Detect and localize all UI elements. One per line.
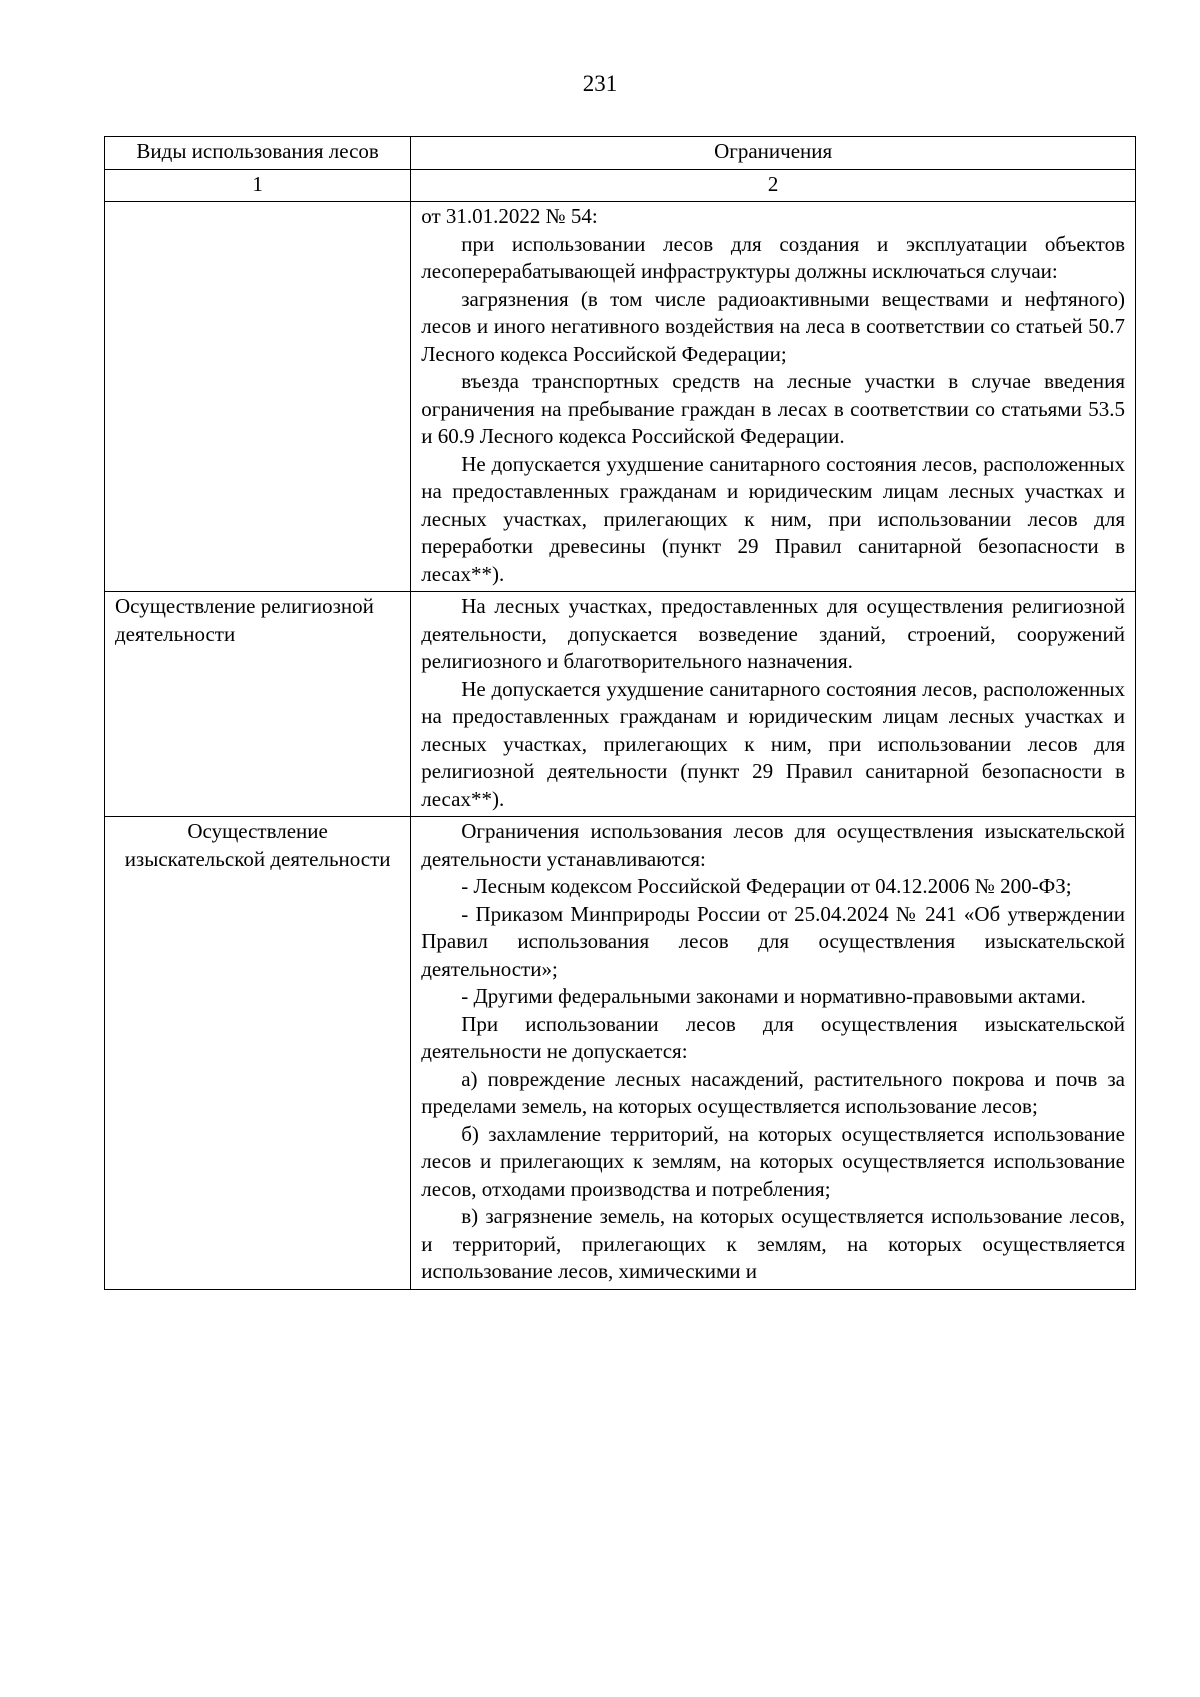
row-restrictions-cell <box>411 817 1136 1290</box>
restriction-paragraph: при использовании лесов для создания и эксплуатации объектов лесоперерабатывающей инфраструктуры должны исключаться случаи: <box>421 231 1125 283</box>
table-row <box>105 202 1136 592</box>
restriction-paragraph: загрязнения (в том числе радиоактивными веществами и нефтяного) лесов и иного негативного воздействия на леса в соответствии со статьей 50.7 Лесного кодекса Российской Федерации; <box>421 286 1125 366</box>
restriction-paragraph: въезда транспортных средств на лесные участки в случае введения ограничения на пребывание граждан в лесах в соответствии со статьями 53.5 и 60.9 Лесного кодекса Российской Федерации. <box>421 369 1125 448</box>
restrictions-table <box>104 136 1136 1290</box>
restriction-paragraph: Не допускается ухудшение санитарного состояния лесов, расположенных на предоставленных гражданам и юридическим лицам лесных участках и лесных участках, прилегающих к ним, при использовании лесов для переработки древесины (пункт 29 Правил санитарной безопасности в лесах**). <box>421 451 1125 586</box>
page-number: 231 <box>582 71 618 96</box>
row-restrictions-cell <box>411 592 1136 817</box>
restriction-paragraph: б) захламление территорий, на которых осуществляется использование лесов и прилегающих к землям, на которых осуществляется использование лесов, отходами производства и потребления; <box>421 1121 1125 1201</box>
column-number-1: 1 <box>105 169 411 202</box>
restriction-paragraph: - Другими федеральными законами и нормативно-правовыми актами. <box>461 984 1086 1008</box>
restriction-paragraph: - Лесным кодексом Российской Федерации от 04.12.2006 № 200-ФЗ; <box>461 874 1072 898</box>
row-kind-religious: Осуществление религиозной деятельности <box>105 592 411 817</box>
row-kind-survey: Осуществление изыскательской деятельности <box>105 817 411 1290</box>
restriction-paragraph: Ограничения использования лесов для осуществления изыскательской деятельности устанавливаются: <box>421 819 1125 871</box>
table-row <box>105 817 1136 1290</box>
header-restrictions: Ограничения <box>411 137 1136 170</box>
row-kind-cell <box>105 202 411 592</box>
row-restrictions-cell <box>411 202 1136 592</box>
restriction-paragraph: Не допускается ухудшение санитарного состояния лесов, расположенных на предоставленных гражданам и юридическим лицам лесных участках и лесных участках, прилегающих к ним, при использовании лесов для религиозной деятельности (пункт 29 Правил санитарной безопасности в лесах**). <box>421 676 1125 811</box>
table-column-numbers-row <box>105 169 1136 202</box>
header-forest-use-types: Виды использования лесов <box>105 137 411 170</box>
restriction-paragraph: а) повреждение лесных насаждений, растительного покрова и почв за пределами земель, на которых осуществляется использование лесов; <box>421 1066 1125 1118</box>
column-number-2: 2 <box>411 169 1136 202</box>
table-header-row <box>105 137 1136 170</box>
restriction-paragraph: в) загрязнение земель, на которых осуществляется использование лесов, и территорий, прилегающих к землям, на которых осуществляется использование лесов, химическими и <box>421 1204 1125 1283</box>
restriction-paragraph: от 31.01.2022 № 54: <box>421 204 598 228</box>
table-row <box>105 592 1136 817</box>
restriction-paragraph: На лесных участках, предоставленных для осуществления религиозной деятельности, допускается возведение зданий, строений, сооружений религиозного и благотворительного назначения. <box>421 594 1125 673</box>
restriction-paragraph: При использовании лесов для осуществления изыскательской деятельности не допускается: <box>421 1011 1125 1063</box>
restriction-paragraph: - Приказом Минприроды России от 25.04.2024 № 241 «Об утверждении Правил использования лесов для осуществления изыскательской деятельности»; <box>421 901 1125 981</box>
